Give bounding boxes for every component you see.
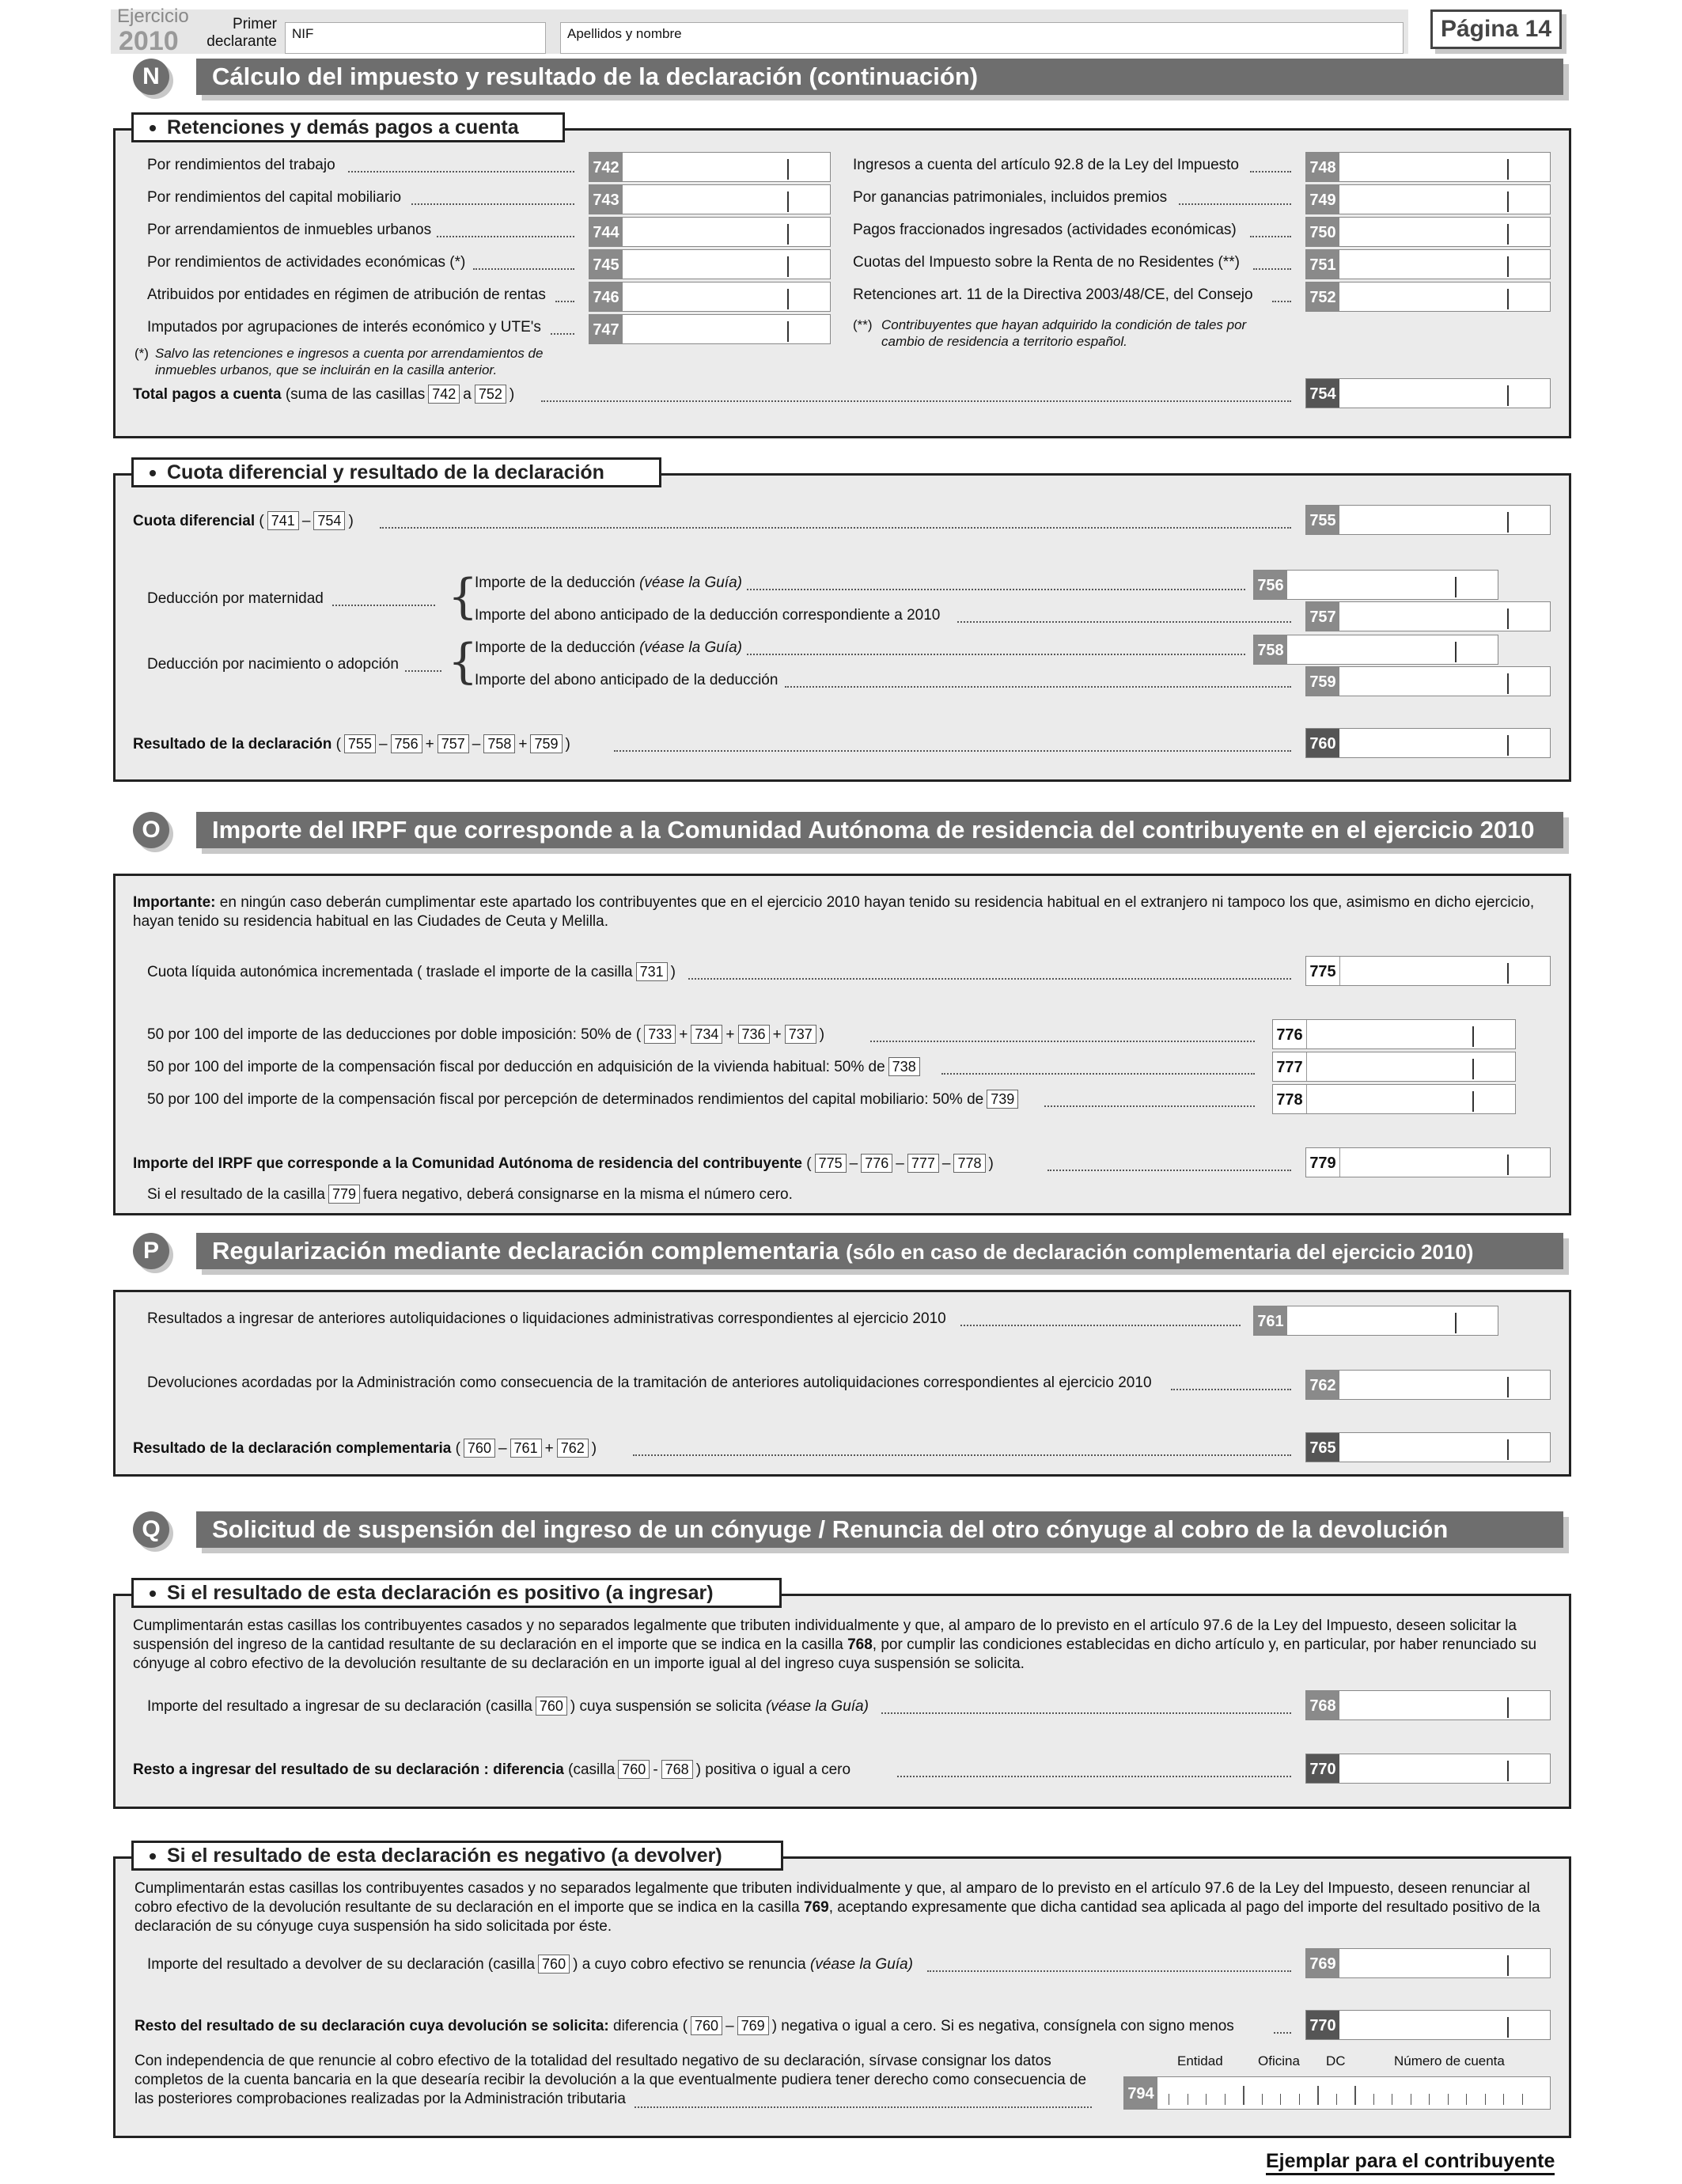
leader	[635, 2104, 1092, 2108]
cuenta-p2: completos de la cuenta bancaria en la que desearía recibir la devolución a la que eventualmente pudiera tener derecho como consecuencia de	[134, 2072, 1087, 2088]
vivienda-line: 50 por 100 del importe de la compensación fiscal por deducción en adquisición de la vivienda habitual: 50% de 738	[147, 1057, 923, 1076]
leader	[1250, 233, 1291, 237]
positivo-p3: cónyuge al cobro efectivo de la devolución resultante de su declaración en un importe igual al del ingreso cuya suspensión se solicita.	[133, 1655, 1025, 1672]
ejercicio-label: Ejercicio	[117, 6, 189, 27]
ref-769: 769	[737, 2016, 769, 2035]
section-q-title: Solicitud de suspensión del ingreso de un cónyuge / Renuncia del otro cónyuge al cobro de la devolución	[196, 1511, 1563, 1548]
box-779[interactable]	[1305, 1147, 1551, 1177]
box-775[interactable]	[1305, 956, 1551, 986]
box-765-number: 765	[1306, 1433, 1339, 1462]
box-761-number: 761	[1254, 1306, 1287, 1335]
ref-760: 760	[691, 2016, 722, 2035]
importante-line2: hayan tenido su residencia habitual en las Ciudades de Ceuta y Melilla.	[133, 913, 608, 930]
leader	[437, 233, 574, 237]
ref-756: 756	[391, 734, 422, 753]
box-742-number: 742	[589, 153, 623, 181]
box-748[interactable]	[1305, 152, 1551, 182]
positivo-p1: Cumplimentarán estas casillas los contribuyentes casados y no separados legalmente que tributen individualmente y que, al amparo de lo previsto en el artículo 97.6 de la Ley del Impuesto, deseen solicitar la	[133, 1617, 1517, 1634]
box-748-number: 748	[1306, 153, 1339, 181]
ref-760: 760	[618, 1760, 650, 1779]
leader	[881, 1710, 1291, 1714]
row-749-label: Por ganancias patrimoniales, incluidos premios	[853, 189, 1168, 206]
box-762-number: 762	[1306, 1371, 1339, 1399]
account-digit-tick	[1485, 2094, 1486, 2105]
maternidad-abono-line: Importe del abono anticipado de la deducción correspondiente a 2010	[475, 607, 941, 624]
cuenta-p1: Con independencia de que renuncie al cobro efectivo de la totalidad del resultado negativo de su declaración, sírvase consignar los datos	[134, 2053, 1051, 2069]
row-744-label: Por arrendamientos de inmuebles urbanos	[147, 222, 432, 238]
account-digit-tick	[1262, 2094, 1263, 2105]
box-775-number: 775	[1306, 957, 1340, 985]
box-777[interactable]	[1272, 1052, 1516, 1082]
ref-768: 768	[661, 1760, 693, 1779]
box-770-number: 770	[1306, 1754, 1339, 1783]
account-digit-tick	[1429, 2094, 1430, 2105]
leader	[747, 586, 1245, 590]
account-digit-tick	[1503, 2094, 1504, 2105]
ref-779: 779	[328, 1185, 360, 1204]
account-digit-tick	[1206, 2094, 1207, 2105]
box-768[interactable]	[1305, 1690, 1551, 1720]
maternidad-importe-line: Importe de la deducción (véase la Guía)	[475, 574, 742, 591]
box-750-number: 750	[1306, 218, 1339, 246]
box-759[interactable]	[1305, 666, 1551, 696]
negativo-p2: cobro efectivo de la devolución resultante de su declaración en el importe que se indica en la casilla 769, aceptando expresamente que dicha cantidad sea aplicada al pago del importe del resultado positivo de la	[134, 1899, 1540, 1916]
leader	[870, 1038, 1255, 1042]
box-794-number: 794	[1124, 2077, 1157, 2109]
box-759-number: 759	[1306, 667, 1339, 696]
ref-737: 737	[785, 1025, 816, 1044]
box-778[interactable]	[1272, 1084, 1516, 1114]
row-751-label: Cuotas del Impuesto sobre la Renta de no Residentes (**)	[853, 254, 1240, 271]
box-768-number: 768	[1306, 1691, 1339, 1720]
ref-760: 760	[538, 1955, 570, 1974]
account-digit-tick	[1317, 2086, 1319, 2105]
cuota-tab: Cuota diferencial y resultado de la declaración	[131, 457, 661, 487]
account-digit-tick	[1373, 2094, 1374, 2105]
nombre-field[interactable]	[560, 22, 1404, 54]
leader	[1044, 1103, 1255, 1107]
col-numero-cuenta: Número de cuenta	[1394, 2053, 1505, 2068]
nacimiento-brace: {	[448, 634, 479, 689]
ref-760: 760	[464, 1439, 495, 1458]
box-746-number: 746	[589, 282, 623, 311]
resultado-declaracion-line: Resultado de la declaración ( 755 – 756 + 757 – 758 + 759 )	[133, 736, 570, 753]
ref-777: 777	[907, 1154, 939, 1173]
box-747[interactable]	[589, 314, 831, 344]
ref-758: 758	[483, 734, 515, 753]
box-770-negativo[interactable]	[1305, 2010, 1551, 2040]
retenciones-tab: Retenciones y demás pagos a cuenta	[131, 112, 565, 142]
ejercicio-year: 2010	[119, 26, 179, 56]
ejemplar-footer: Ejemplar para el contribuyente	[1266, 2149, 1555, 2175]
leader	[633, 1452, 1291, 1456]
box-754-number: 754	[1306, 379, 1339, 408]
leader	[348, 169, 574, 173]
box-777-number: 777	[1273, 1052, 1307, 1081]
account-number-field[interactable]	[1123, 2076, 1551, 2110]
negativo-p3: declaración de su cónyuge cuya suspensión ha sido solicitada por éste.	[134, 1918, 612, 1935]
ref-762: 762	[557, 1439, 589, 1458]
leader	[541, 398, 1291, 402]
row-748-label: Ingresos a cuenta del artículo 92.8 de la Ley del Impuesto	[853, 157, 1239, 173]
devoluciones-label: Devoluciones acordadas por la Administración como consecuencia de la tramitación de anteriores autoliquidaciones correspondientes al ejercicio 2010	[147, 1374, 1152, 1391]
note2-mark: (**)	[853, 317, 873, 332]
maternidad-label: Deducción por maternidad	[147, 590, 324, 607]
section-p-title: Regularización mediante declaración complementaria (sólo en caso de declaración complementaria del ejercicio 2010)	[196, 1233, 1563, 1269]
nacimiento-importe-line: Importe de la deducción (véase la Guía)	[475, 639, 742, 656]
account-digit-tick	[1336, 2094, 1337, 2105]
negativo-p1: Cumplimentarán estas casillas los contribuyentes casados y no separados legalmente que tributen individualmente y que, al amparo de lo previsto en el artículo 97.6 de la Ley del Impuesto, deseen renunciar al	[134, 1880, 1530, 1897]
box-760-number: 760	[1306, 729, 1339, 757]
importe-irpf-ca-line: Importe del IRPF que corresponde a la Comunidad Autónoma de residencia del contribuyente ( 775 – 776 – 777 – 778 )	[133, 1155, 994, 1172]
box-752-number: 752	[1306, 282, 1339, 311]
leader	[785, 684, 1291, 688]
box-747-number: 747	[589, 315, 623, 343]
ref-757: 757	[438, 734, 469, 753]
ref-731: 731	[636, 962, 668, 981]
ref-761: 761	[510, 1439, 542, 1458]
negativo-resto-line: Resto del resultado de su declaración cuya devolución se solicita: diferencia ( 760 – 769 ) negativa o igual a cero. Si es negativa, consígnela con signo menos	[134, 2018, 1234, 2034]
note2-line2: cambio de residencia a territorio español.	[881, 334, 1127, 349]
leader	[1171, 1386, 1291, 1390]
positivo-p2: suspensión del ingreso de la cantidad resultante de su declaración en el importe que se indica en la casilla 768, por cumplir las condiciones establecidas en dicho artículo y, en particular, por haber renunciado su	[133, 1636, 1537, 1653]
leader	[927, 1968, 1291, 1972]
note1-line2: inmuebles urbanos, que se incluirán en la casilla anterior.	[155, 362, 498, 377]
importante-line1: Importante: en ningún caso deberán cumplimentar este apartado los contribuyentes que en el ejercicio 2010 hayan tenido su residencia habitual en el extranjero ni tampoco los que, asimismo en dicho ejercicio,	[133, 894, 1535, 911]
box-761[interactable]	[1253, 1306, 1498, 1336]
box-751[interactable]	[1305, 249, 1551, 279]
leader	[1253, 266, 1291, 270]
box-744-number: 744	[589, 218, 623, 246]
positivo-tab: Si el resultado de esta declaración es positivo (a ingresar)	[131, 1578, 782, 1608]
resultado-declaracion-label: Resultado de la declaración	[133, 736, 332, 753]
row-743-label: Por rendimientos del capital mobiliario	[147, 189, 402, 206]
ref-778: 778	[953, 1154, 985, 1173]
box-762[interactable]	[1305, 1370, 1551, 1400]
nif-label: NIF	[292, 26, 314, 41]
box-779-number: 779	[1306, 1148, 1340, 1177]
ref-738: 738	[888, 1057, 920, 1076]
leader	[1047, 1167, 1291, 1171]
box-749-number: 749	[1306, 185, 1339, 214]
section-o-letter: O	[133, 812, 169, 848]
section-o-title: Importe del IRPF que corresponde a la Comunidad Autónoma de residencia del contribuyente en el ejercicio 2010	[196, 812, 1563, 848]
account-digit-tick	[1466, 2094, 1467, 2105]
ref-754: 754	[313, 511, 345, 530]
primer-declarante-label: Primer declarante	[206, 16, 277, 50]
account-digit-tick	[1522, 2094, 1523, 2105]
section-n-title: Cálculo del impuesto y resultado de la declaración (continuación)	[196, 59, 1563, 95]
box-778-number: 778	[1273, 1085, 1307, 1113]
box-745[interactable]	[589, 249, 831, 279]
leader	[1179, 201, 1291, 205]
account-digit-tick	[1354, 2086, 1356, 2105]
leader	[551, 331, 574, 335]
leader	[941, 1071, 1255, 1075]
ref-741: 741	[267, 511, 299, 530]
leader	[1274, 2030, 1291, 2034]
ref-739: 739	[987, 1090, 1018, 1109]
nacimiento-label: Deducción por nacimiento o adopción	[147, 656, 399, 673]
account-digit-tick	[1243, 2086, 1244, 2105]
row-752-label: Retenciones art. 11 de la Directiva 2003/48/CE, del Consejo	[853, 286, 1253, 303]
box-758-number: 758	[1254, 635, 1287, 664]
leader	[1250, 169, 1291, 173]
account-digit-tick	[1225, 2094, 1226, 2105]
col-entidad: Entidad	[1177, 2053, 1223, 2068]
ref-752: 752	[475, 385, 506, 404]
box-756-number: 756	[1254, 571, 1287, 599]
box-770-number: 770	[1306, 2011, 1339, 2039]
cuota-autonomica-line: Cuota líquida autonómica incrementada ( traslade el importe de la casilla 731 )	[147, 964, 676, 980]
leader	[405, 668, 441, 672]
box-769-number: 769	[1306, 1949, 1339, 1977]
cuota-diferencial-label: Cuota diferencial	[133, 513, 256, 529]
note1-line1: Salvo las retenciones e ingresos a cuenta por arrendamientos de	[155, 346, 544, 361]
box-776-number: 776	[1273, 1020, 1307, 1048]
box-755-number: 755	[1306, 506, 1339, 534]
note2-line1: Contribuyentes que hayan adquirido la condición de tales por	[881, 317, 1247, 332]
nombre-label: Apellidos y nombre	[567, 26, 682, 41]
page-number: Página 14	[1430, 9, 1562, 49]
section-q-letter: Q	[133, 1511, 169, 1548]
box-752[interactable]	[1305, 282, 1551, 312]
leader	[473, 266, 574, 270]
doble-imposicion-line: 50 por 100 del importe de las deducciones por doble imposición: 50% de ( 733 + 734 + 736 + 737 )	[147, 1026, 825, 1043]
section-p-letter: P	[133, 1233, 169, 1269]
account-digit-tick	[1448, 2094, 1449, 2105]
negativo-importe-line: Importe del resultado a devolver de su declaración (casilla 760 ) a cuyo cobro efectivo se renuncia (véase la Guía)	[147, 1956, 913, 1973]
account-digit-tick	[1299, 2094, 1300, 2105]
ref-736: 736	[738, 1025, 770, 1044]
leader	[555, 298, 574, 302]
col-dc: DC	[1326, 2053, 1346, 2068]
box-746[interactable]	[589, 282, 831, 312]
row-747-label: Imputados por agrupaciones de interés económico y UTE's	[147, 319, 541, 336]
leader	[688, 976, 1291, 980]
ref-733: 733	[644, 1025, 676, 1044]
ref-734: 734	[691, 1025, 722, 1044]
resultados-anteriores-label: Resultados a ingresar de anteriores autoliquidaciones o liquidaciones administrativas correspondientes al ejercicio 2010	[147, 1310, 946, 1327]
leader	[380, 525, 1291, 529]
box-750[interactable]	[1305, 217, 1551, 247]
box-765[interactable]	[1305, 1432, 1551, 1462]
total-pagos-a: a	[463, 386, 472, 403]
ref-775: 775	[815, 1154, 847, 1173]
ref-755: 755	[344, 734, 376, 753]
box-757-number: 757	[1306, 602, 1339, 631]
nif-field[interactable]	[285, 22, 546, 54]
box-749[interactable]	[1305, 184, 1551, 214]
section-n-letter: N	[133, 59, 169, 95]
positivo-importe-line: Importe del resultado a ingresar de su declaración (casilla 760 ) cuya suspensión se solicita (véase la Guía)	[147, 1698, 869, 1715]
leader	[960, 1322, 1241, 1326]
row-746-label: Atribuidos por entidades en régimen de atribución de rentas	[147, 286, 546, 303]
cuota-diferencial-line: Cuota diferencial ( 741 – 754 )	[133, 513, 354, 529]
resultado-complementaria-line: Resultado de la declaración complementaria ( 760 – 761 + 762 )	[133, 1440, 597, 1457]
row-742-label: Por rendimientos del trabajo	[147, 157, 335, 173]
leader	[332, 602, 435, 606]
positivo-resto-line: Resto a ingresar del resultado de su declaración : diferencia (casilla 760 - 768 ) positiva o igual a cero	[133, 1761, 851, 1778]
col-oficina: Oficina	[1258, 2053, 1300, 2068]
mobiliario-line: 50 por 100 del importe de la compensación fiscal por percepción de determinados rendimientos del capital mobiliario: 50% de 739	[147, 1090, 1021, 1109]
total-pagos-detail: (suma de las casillas	[285, 386, 426, 403]
leader	[1272, 298, 1291, 302]
leader	[411, 201, 574, 205]
box-758[interactable]	[1253, 635, 1498, 665]
account-digit-tick	[1280, 2094, 1281, 2105]
negativo-note: Si el resultado de la casilla 779 fuera negativo, deberá consignarse en la misma el número cero.	[147, 1186, 793, 1203]
nacimiento-abono-line: Importe del abono anticipado de la deducción	[475, 672, 778, 688]
leader	[614, 748, 1291, 752]
box-742[interactable]	[589, 152, 831, 182]
box-756[interactable]	[1253, 570, 1498, 600]
row-745-label: Por rendimientos de actividades económicas (*)	[147, 254, 466, 271]
maternidad-brace: {	[448, 569, 479, 624]
box-776[interactable]	[1272, 1019, 1516, 1049]
ref-776: 776	[861, 1154, 892, 1173]
ref-760: 760	[536, 1697, 567, 1716]
box-769[interactable]	[1305, 1948, 1551, 1978]
box-743-number: 743	[589, 185, 623, 214]
box-745-number: 745	[589, 250, 623, 279]
box-755[interactable]	[1305, 505, 1551, 535]
total-pagos-line	[133, 385, 514, 404]
box-743[interactable]	[589, 184, 831, 214]
ref-742: 742	[428, 385, 460, 404]
box-760[interactable]	[1305, 728, 1551, 758]
row-750-label: Pagos fraccionados ingresados (actividades económicas)	[853, 222, 1237, 238]
box-751-number: 751	[1306, 250, 1339, 279]
leader	[957, 619, 1291, 623]
box-770-positivo[interactable]	[1305, 1754, 1551, 1784]
total-pagos-close: )	[509, 386, 515, 403]
box-744[interactable]	[589, 217, 831, 247]
leader	[897, 1773, 1291, 1777]
ref-759: 759	[530, 734, 562, 753]
box-757[interactable]	[1305, 601, 1551, 631]
box-754[interactable]	[1305, 378, 1551, 408]
note1-mark: (*)	[134, 346, 149, 361]
total-pagos-label: Total pagos a cuenta	[133, 386, 282, 403]
negativo-tab: Si el resultado de esta declaración es negativo (a devolver)	[131, 1841, 783, 1871]
leader	[747, 651, 1245, 655]
cuenta-p3: las posteriores comprobaciones realizadas por la Administración tributaria	[134, 2091, 626, 2107]
